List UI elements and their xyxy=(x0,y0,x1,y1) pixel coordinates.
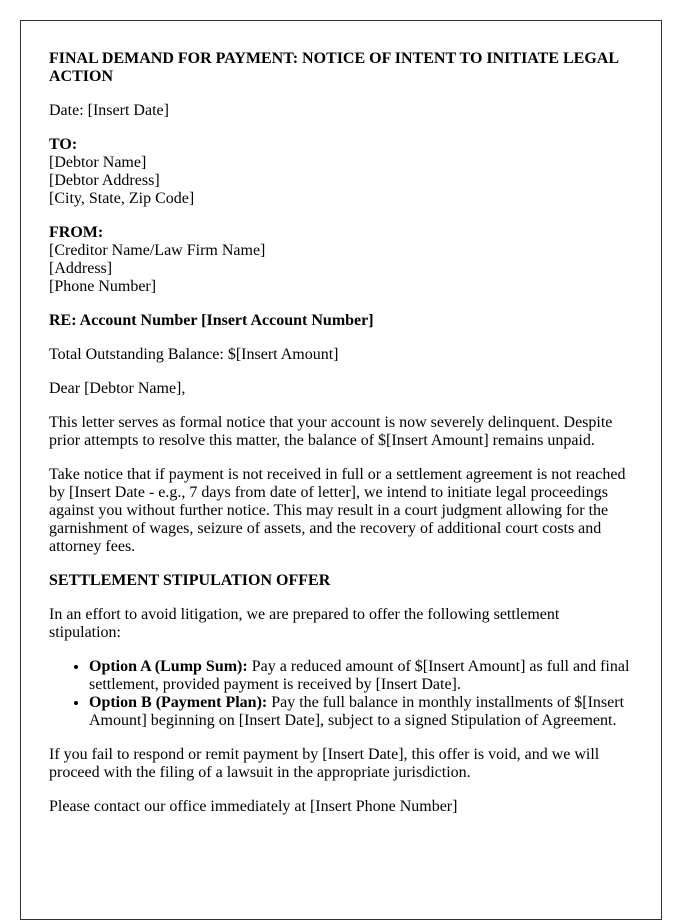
balance-line: Total Outstanding Balance: $[Insert Amount] xyxy=(49,346,339,363)
from-label: FROM: xyxy=(49,224,104,241)
debtor-city-state-zip: [City, State, Zip Code] xyxy=(49,190,195,207)
contact-paragraph-cutoff: Please contact our office immediately at [Insert Phone Number] xyxy=(49,798,458,815)
demand-letter xyxy=(20,20,662,920)
debtor-name: [Debtor Name] xyxy=(49,154,147,171)
creditor-address: [Address] xyxy=(49,260,113,277)
option-b-text: Pay the full balance in monthly installments of $[Insert Amount] beginning on [Insert Date], subject to a signed Stipulation of Agreement. xyxy=(89,694,625,729)
settlement-intro: In an effort to avoid litigation, we are prepared to offer the following settlement stipulation: xyxy=(49,606,560,641)
settlement-option-a xyxy=(89,658,633,694)
option-a-label: Option A (Lump Sum): xyxy=(89,658,248,675)
recipient-block xyxy=(49,136,633,208)
letter-title: FINAL DEMAND FOR PAYMENT: NOTICE OF INTENT TO INITIATE LEGAL ACTION xyxy=(49,50,619,85)
delinquency-paragraph: This letter serves as formal notice that your account is now severely delinquent. Despite prior attempts to resolve this matter, the balance of $[Insert Amount] remains unpaid. xyxy=(49,414,613,449)
date-line: Date: [Insert Date] xyxy=(49,102,169,119)
debtor-address: [Debtor Address] xyxy=(49,172,160,189)
salutation: Dear [Debtor Name], xyxy=(49,380,186,397)
legal-action-paragraph: Take notice that if payment is not received in full or a settlement agreement is not reached by [Insert Date - e.g., 7 days from date of letter], we intend to initiate legal proceedings against you without further notice. This may result in a court judgment allowing for the garnishment of wages, seizure of assets, and the recovery of additional court costs and attorney fees. xyxy=(49,466,626,555)
settlement-heading: SETTLEMENT STIPULATION OFFER xyxy=(49,572,331,589)
settlement-option-b xyxy=(89,694,633,730)
option-a-text: Pay a reduced amount of $[Insert Amount] as full and final settlement, provided payment is received by [Insert Date]. xyxy=(89,658,630,693)
sender-block xyxy=(49,224,633,296)
creditor-phone: [Phone Number] xyxy=(49,278,157,295)
option-b-label: Option B (Payment Plan): xyxy=(89,694,268,711)
re-line: RE: Account Number [Insert Account Number] xyxy=(49,312,374,329)
closing-paragraph: If you fail to respond or remit payment by [Insert Date], this offer is void, and we will proceed with the filing of a lawsuit in the appropriate jurisdiction. xyxy=(49,746,600,781)
document-viewport xyxy=(20,20,662,815)
creditor-name: [Creditor Name/Law Firm Name] xyxy=(49,242,266,259)
to-label: TO: xyxy=(49,136,78,153)
settlement-options-list xyxy=(49,658,633,730)
